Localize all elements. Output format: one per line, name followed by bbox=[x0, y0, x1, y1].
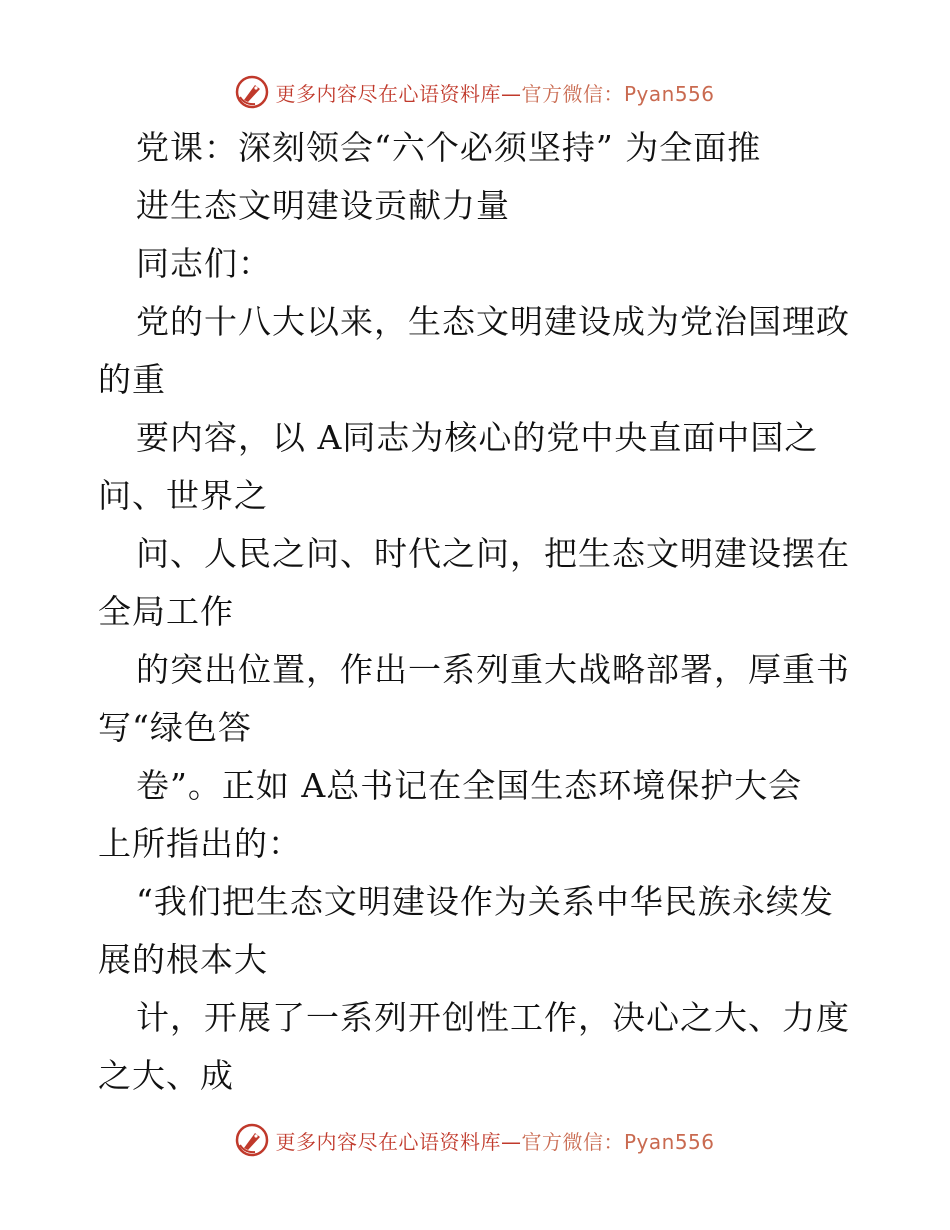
doc-line: 上所指出的： bbox=[98, 824, 302, 863]
doc-line: 写“绿色答 bbox=[98, 708, 252, 747]
doc-line: 问、世界之 bbox=[98, 476, 268, 515]
banner-text bbox=[275, 1126, 714, 1155]
banner-dash: — bbox=[500, 1129, 522, 1154]
banner-site-name: 更多内容尽在心语资料库 bbox=[275, 1129, 501, 1154]
doc-line: 的重 bbox=[98, 360, 166, 399]
banner-wechat-label: 官方微信： bbox=[521, 81, 624, 106]
doc-line: 卷”。正如 A总书记在全国生态环境保护大会 bbox=[136, 766, 803, 805]
doc-line: 问、人民之问、时代之问，把生态文明建设摆在 bbox=[136, 534, 850, 573]
banner-wechat-id: Pyan556 bbox=[623, 1129, 715, 1154]
banner-text bbox=[275, 78, 714, 107]
doc-line: 之大、成 bbox=[98, 1056, 234, 1095]
doc-line: “我们把生态文明建设作为关系中华民族永续发 bbox=[136, 882, 834, 921]
doc-line: 的突出位置，作出一系列重大战略部署，厚重书 bbox=[136, 650, 850, 689]
doc-title-line-2: 进生态文明建设贡献力量 bbox=[136, 186, 510, 225]
footer-banner bbox=[0, 1120, 950, 1160]
banner-site-name: 更多内容尽在心语资料库 bbox=[275, 81, 501, 106]
pen-nib-icon bbox=[235, 75, 269, 109]
doc-title-line-1: 党课：深刻领会“六个必须坚持” 为全面推 bbox=[136, 128, 762, 167]
doc-line: 要内容，以 A同志为核心的党中央直面中国之 bbox=[136, 418, 819, 457]
banner-wechat-id: Pyan556 bbox=[623, 81, 715, 106]
doc-line: 党的十八大以来，生态文明建设成为党治国理政 bbox=[136, 302, 850, 341]
doc-greeting: 同志们： bbox=[136, 244, 272, 283]
doc-line: 展的根本大 bbox=[98, 940, 268, 979]
doc-line: 计，开展了一系列开创性工作，决心之大、力度 bbox=[136, 998, 850, 1037]
pen-nib-icon bbox=[235, 1123, 269, 1157]
header-banner bbox=[0, 72, 950, 112]
banner-dash: — bbox=[500, 81, 522, 106]
doc-line: 全局工作 bbox=[98, 592, 234, 631]
banner-wechat-label: 官方微信： bbox=[521, 1129, 624, 1154]
